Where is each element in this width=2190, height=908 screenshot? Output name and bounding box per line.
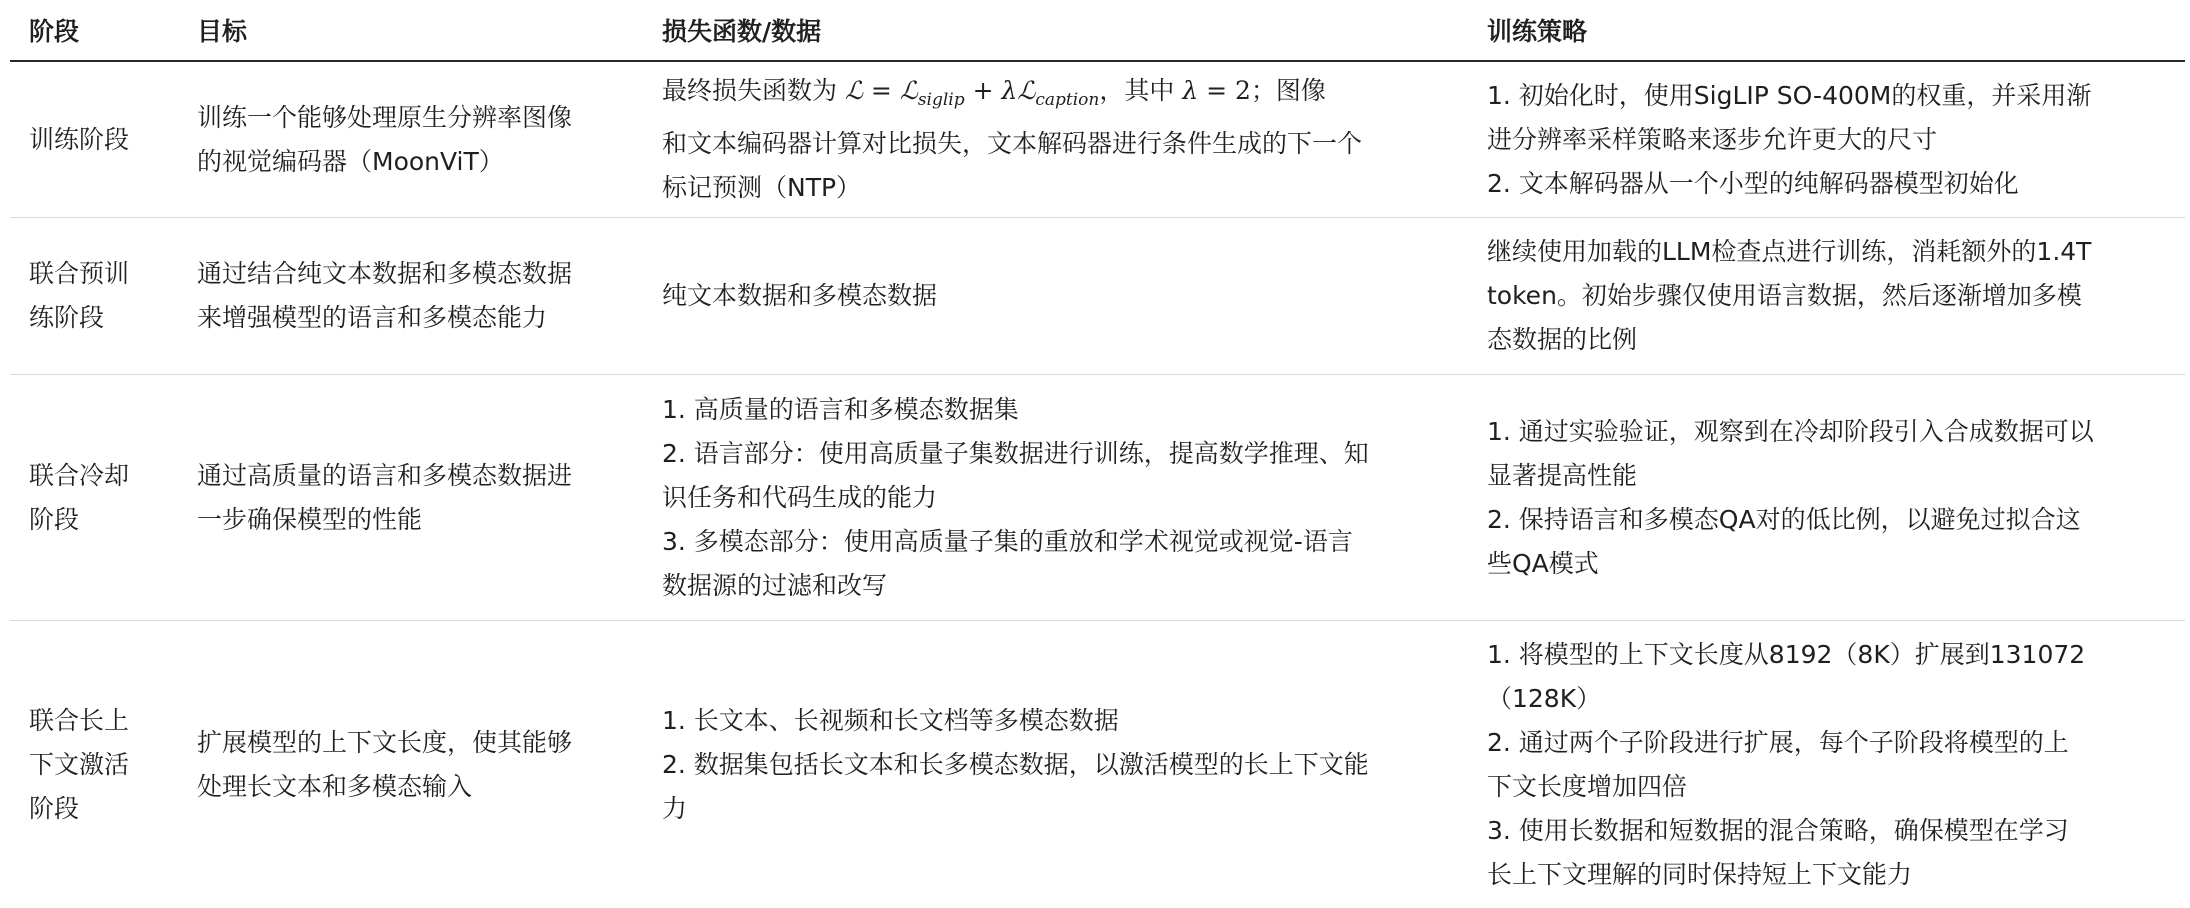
goal-cell (178, 375, 643, 621)
loss-text: 识任务和代码生成的能力 (662, 482, 938, 512)
stage-text: 联合长上 (29, 705, 130, 735)
goal-cell (178, 61, 643, 218)
goal-text: 通过结合纯文本数据和多模态数据 (197, 259, 573, 288)
stage-text: 阶段 (29, 504, 80, 534)
formula-lambda: λ (1182, 76, 1199, 105)
loss-text: 3. 多模态部分：使用高质量子集的重放和学术视觉或视觉-语言 (662, 526, 1353, 556)
table-row (10, 621, 2185, 908)
goal-text: 来增强模型的语言和多模态能力 (197, 303, 548, 332)
goal-text: 通过高质量的语言和多模态数据进 (197, 460, 573, 490)
loss-text: 力 (662, 793, 688, 823)
strategy-cell (1468, 218, 2185, 375)
goal-cell (178, 621, 643, 908)
strategy-text: 态数据的比例 (1487, 325, 1638, 354)
strategy-text: 显著提高性能 (1487, 460, 1638, 490)
stage-text: 训练阶段 (29, 124, 130, 154)
strategy-text: token。初始步骤仅使用语言数据，然后逐渐增加多模 (1487, 281, 2082, 310)
strategy-text: 下文长度增加四倍 (1487, 771, 1688, 801)
formula-prefix: 最终损失函数为 (662, 76, 845, 105)
header-strategy: 训练策略 (1468, 0, 2185, 61)
header-stage: 阶段 (10, 0, 178, 61)
formula-suffix: ；图像 (1250, 76, 1326, 105)
loss-text: 纯文本数据和多模态数据 (662, 281, 938, 310)
goal-text: 的视觉编码器（MoonViT） (197, 146, 504, 176)
loss-text: 数据源的过滤和改写 (662, 570, 888, 600)
strategy-cell (1468, 61, 2185, 218)
stage-cell (10, 375, 178, 621)
strategy-text: 1. 初始化时，使用SigLIP SO-400M的权重，并采用渐 (1487, 80, 2092, 110)
loss-text: 1. 高质量的语言和多模态数据集 (662, 394, 1019, 424)
header-loss-data: 损失函数/数据 (643, 0, 1468, 61)
training-stages-table-wrapper (10, 0, 2185, 908)
loss-text: 2. 数据集包括长文本和长多模态数据，以激活模型的长上下文能 (662, 749, 1369, 779)
strategy-text: 2. 通过两个子阶段进行扩展，每个子阶段将模型的上 (1487, 727, 2069, 757)
loss-formula: ℒ = ℒ$_{siglip}$ + λℒ$_{caption}$ (844, 76, 1100, 110)
formula-lambda: λ (1001, 76, 1018, 105)
goal-text: 处理长文本和多模态输入 (197, 771, 473, 801)
formula-subscript: caption (1035, 90, 1100, 110)
strategy-text: 2. 保持语言和多模态QA对的低比例，以避免过拟合这 (1487, 504, 2081, 534)
strategy-text: 2. 文本解码器从一个小型的纯解码器模型初始化 (1487, 168, 2019, 198)
strategy-text: 1. 将模型的上下文长度从8192（8K）扩展到131072 (1487, 639, 2086, 669)
loss-data-cell (643, 61, 1468, 218)
loss-data-cell (643, 621, 1468, 908)
stage-cell (10, 61, 178, 218)
stage-text: 联合预训 (29, 259, 130, 288)
table-row (10, 375, 2185, 621)
strategy-text: 些QA模式 (1487, 548, 1599, 578)
goal-text: 一步确保模型的性能 (197, 504, 423, 534)
loss-data-cell (643, 375, 1468, 621)
strategy-cell (1468, 375, 2185, 621)
strategy-text: 3. 使用长数据和短数据的混合策略，确保模型在学习 (1487, 815, 2069, 845)
loss-text: 2. 语言部分：使用高质量子集数据进行训练，提高数学推理、知 (662, 438, 1369, 468)
strategy-text: （128K） (1487, 683, 1602, 713)
stage-text: 联合冷却 (29, 460, 130, 490)
loss-text: 和文本编码器计算对比损失，文本解码器进行条件生成的下一个 (662, 129, 1363, 158)
loss-text: 标记预测（NTP） (662, 173, 862, 202)
training-stages-table (10, 0, 2185, 908)
strategy-text: 进分辨率采样策略来逐步允许更大的尺寸 (1487, 124, 1938, 154)
loss-formula-line (662, 69, 1458, 122)
goal-text: 训练一个能够处理原生分辨率图像 (197, 102, 573, 132)
stage-cell (10, 218, 178, 375)
stage-text: 下文激活 (29, 749, 130, 779)
strategy-cell (1468, 621, 2185, 908)
lambda-equation (1182, 76, 1251, 105)
formula-eq: = 2 (1198, 76, 1251, 105)
stage-cell (10, 621, 178, 908)
formula-plus: + (964, 76, 1002, 105)
table-header-row (10, 0, 2185, 61)
formula-symbol: ℒ (1017, 76, 1036, 105)
table-row (10, 218, 2185, 375)
loss-data-cell (643, 218, 1468, 375)
loss-text: 1. 长文本、长视频和长文档等多模态数据 (662, 705, 1119, 735)
strategy-text: 继续使用加载的LLM检查点进行训练，消耗额外的1.4T (1487, 237, 2092, 266)
formula-subscript: siglip (917, 90, 965, 110)
strategy-text: 1. 通过实验验证，观察到在冷却阶段引入合成数据可以 (1487, 416, 2094, 446)
header-goal: 目标 (178, 0, 643, 61)
goal-text: 扩展模型的上下文长度，使其能够 (197, 727, 573, 757)
formula-symbol: ℒ (844, 76, 863, 105)
goal-cell (178, 218, 643, 375)
table-row (10, 61, 2185, 218)
stage-text: 阶段 (29, 793, 80, 823)
formula-symbol: ℒ (899, 76, 918, 105)
stage-text: 练阶段 (29, 303, 105, 332)
strategy-text: 长上下文理解的同时保持短上下文能力 (1487, 859, 1913, 889)
formula-mid: ，其中 (1099, 76, 1183, 105)
